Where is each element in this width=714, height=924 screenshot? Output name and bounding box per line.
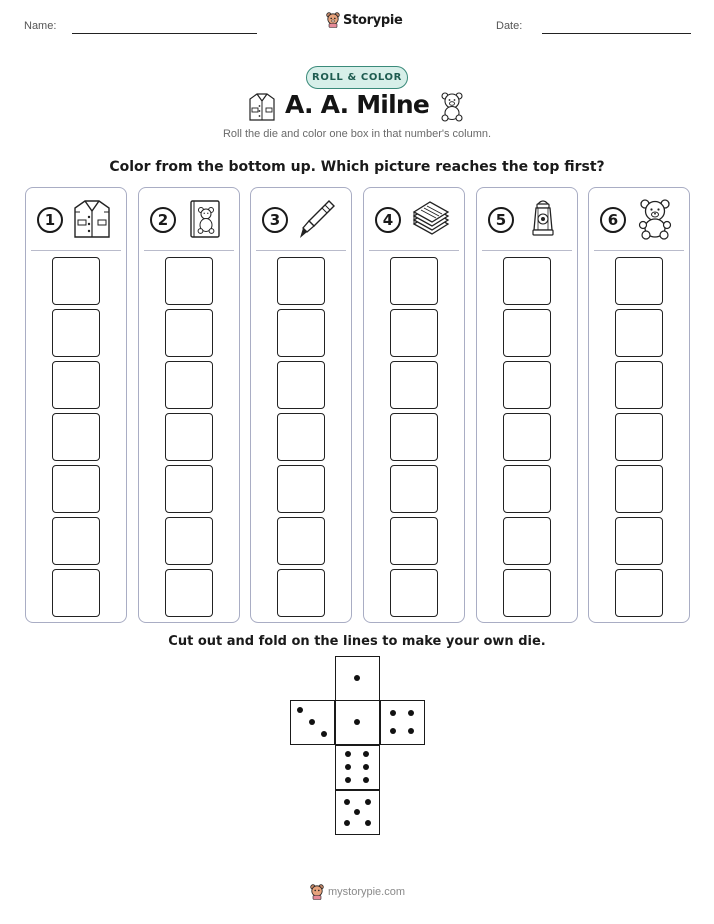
die-pip: [309, 719, 315, 725]
color-box[interactable]: [165, 517, 213, 565]
color-box[interactable]: [503, 257, 551, 305]
die-pip: [345, 764, 351, 770]
color-box[interactable]: [52, 309, 100, 357]
color-box[interactable]: [503, 413, 551, 461]
teddy-book-icon: [185, 198, 225, 244]
die-pip: [363, 751, 369, 757]
die-face-1: [335, 700, 380, 745]
column-6: [588, 187, 690, 623]
column-1: [25, 187, 127, 623]
color-box[interactable]: [390, 517, 438, 565]
die-pip: [354, 719, 360, 725]
footer: [310, 884, 405, 900]
column-5: [476, 187, 578, 623]
die-pip: [365, 820, 371, 826]
column-number: 3: [262, 207, 288, 233]
roll-color-badge: ROLL & COLOR: [306, 66, 408, 89]
instruction-text: Color from the bottom up. Which picture reaches the top first?: [109, 159, 605, 175]
die-pip: [344, 820, 350, 826]
color-box[interactable]: [390, 413, 438, 461]
color-box[interactable]: [615, 309, 663, 357]
color-box[interactable]: [615, 465, 663, 513]
die-face-6: [335, 745, 380, 790]
color-box[interactable]: [165, 569, 213, 617]
color-box[interactable]: [52, 517, 100, 565]
color-box[interactable]: [52, 361, 100, 409]
column-divider: [594, 250, 684, 251]
color-box[interactable]: [503, 517, 551, 565]
color-box[interactable]: [277, 257, 325, 305]
die-pip: [345, 751, 351, 757]
color-box[interactable]: [165, 465, 213, 513]
color-box[interactable]: [390, 465, 438, 513]
date-label: Date:: [496, 20, 523, 32]
coat-icon: [72, 198, 112, 244]
color-box[interactable]: [390, 309, 438, 357]
column-divider: [482, 250, 572, 251]
die-pip: [390, 710, 396, 716]
die-pip: [344, 799, 350, 805]
die-pip: [297, 707, 303, 713]
color-box[interactable]: [277, 309, 325, 357]
color-box[interactable]: [503, 569, 551, 617]
die-face-1: [335, 656, 380, 701]
color-box[interactable]: [277, 361, 325, 409]
column-number: 5: [488, 207, 514, 233]
storypie-bear-icon: [326, 12, 340, 28]
subtitle: Roll the die and color one box in that number's column.: [222, 128, 492, 140]
die-pip: [408, 728, 414, 734]
teddy-bear-icon: [438, 92, 466, 122]
column-number: 1: [37, 207, 63, 233]
column-4: [363, 187, 465, 623]
color-box[interactable]: [390, 361, 438, 409]
teddy-bear-icon: [635, 198, 675, 244]
color-box[interactable]: [615, 413, 663, 461]
die-pip: [408, 710, 414, 716]
color-box[interactable]: [503, 361, 551, 409]
date-line[interactable]: [542, 33, 691, 34]
color-box[interactable]: [52, 569, 100, 617]
column-2: [138, 187, 240, 623]
column-number: 2: [150, 207, 176, 233]
column-number: 6: [600, 207, 626, 233]
brand-name: Storypie: [343, 12, 403, 28]
footer-url: mystorypie.com: [328, 886, 406, 898]
die-face-4: [380, 700, 425, 745]
column-divider: [31, 250, 121, 251]
color-box[interactable]: [615, 517, 663, 565]
color-box[interactable]: [52, 465, 100, 513]
die-face-5: [335, 790, 380, 835]
fountain-pen-icon: [297, 198, 337, 244]
color-box[interactable]: [503, 465, 551, 513]
die-pip: [390, 728, 396, 734]
column-divider: [256, 250, 346, 251]
brand-logo: [326, 12, 403, 28]
die-pip: [354, 675, 360, 681]
die-pip: [365, 799, 371, 805]
color-box[interactable]: [165, 413, 213, 461]
color-box[interactable]: [390, 569, 438, 617]
page-title: A. A. Milne: [285, 90, 429, 119]
die-face-3: [290, 700, 335, 745]
color-box[interactable]: [277, 413, 325, 461]
color-box[interactable]: [615, 361, 663, 409]
color-box[interactable]: [615, 257, 663, 305]
paper-stack-icon: [410, 198, 450, 244]
color-box[interactable]: [165, 309, 213, 357]
column-number: 4: [375, 207, 401, 233]
color-box[interactable]: [615, 569, 663, 617]
color-box[interactable]: [52, 413, 100, 461]
name-line[interactable]: [72, 33, 257, 34]
column-3: [250, 187, 352, 623]
die-pip: [363, 777, 369, 783]
storypie-bear-icon: [310, 884, 324, 900]
name-label: Name:: [24, 20, 57, 32]
color-box[interactable]: [165, 257, 213, 305]
color-box[interactable]: [277, 569, 325, 617]
column-divider: [369, 250, 459, 251]
color-box[interactable]: [277, 465, 325, 513]
die-pip: [354, 809, 360, 815]
color-box[interactable]: [277, 517, 325, 565]
color-box[interactable]: [390, 257, 438, 305]
die-pip: [345, 777, 351, 783]
die-pip: [363, 764, 369, 770]
lantern-icon: [523, 198, 563, 244]
color-box[interactable]: [165, 361, 213, 409]
color-box[interactable]: [503, 309, 551, 357]
die-pip: [321, 731, 327, 737]
color-box[interactable]: [52, 257, 100, 305]
column-divider: [144, 250, 234, 251]
cut-instruction: Cut out and fold on the lines to make your own die.: [168, 634, 546, 649]
